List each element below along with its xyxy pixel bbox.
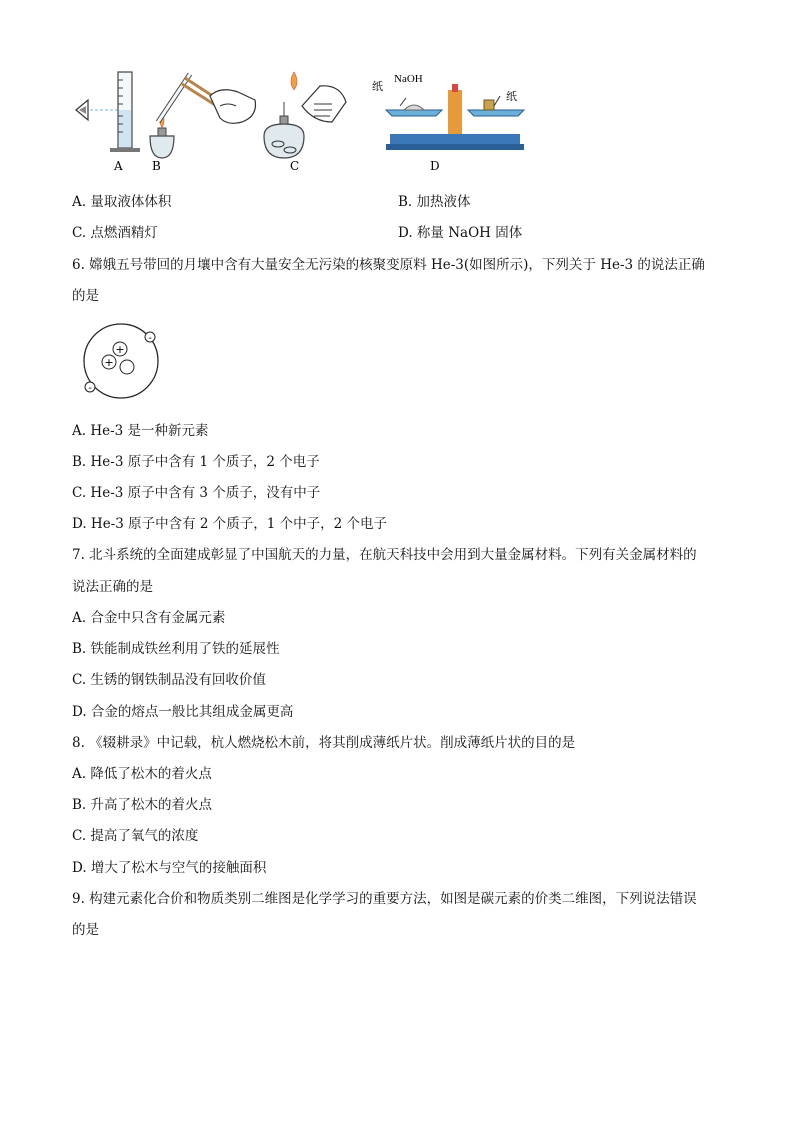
alcohol-lamp-icon	[264, 72, 346, 158]
proton-2-label: +	[104, 356, 114, 369]
q8-option-d: D. 增大了松木与空气的接触面积	[72, 860, 267, 876]
lab-apparatus-figure	[70, 66, 530, 176]
q6-stem-line1: 6. 嫦娥五号带回的月壤中含有大量安全无污染的核聚变原料 He-3(如图所示)，下列关于 He-3 的说法正确	[72, 257, 705, 273]
q7-option-a: A. 合金中只含有金属元素	[72, 610, 226, 626]
he3-atom-diagram	[78, 321, 168, 401]
q9-stem-line1: 9. 构建元素化合价和物质类别二维图是化学学习的重要方法，如图是碳元素的价类二维图，下列说法错误	[72, 891, 697, 907]
q7-option-d: D. 合金的熔点一般比其组成金属更高	[72, 704, 294, 720]
neutron	[120, 360, 134, 374]
q7-stem-line2: 说法正确的是	[72, 579, 153, 595]
q9-stem-line2: 的是	[72, 922, 99, 938]
figure-label-b: B	[152, 159, 161, 173]
balance-right-paper-label: 纸	[506, 90, 517, 103]
q6-option-c: C. He-3 原子中含有 3 个质子，没有中子	[72, 485, 321, 501]
q6-option-a: A. He-3 是一种新元素	[72, 423, 209, 439]
q5-option-a: A. 量取液体体积	[72, 194, 172, 210]
balance-scale-icon	[372, 73, 524, 150]
q8-stem: 8. 《辍耕录》中记载，杭人燃烧松木前，将其削成薄纸片状。削成薄纸片状的目的是	[72, 735, 576, 751]
q6-stem-line2: 的是	[72, 288, 99, 304]
electron-2-label: -	[88, 383, 92, 394]
q5-option-b: B. 加热液体	[398, 194, 471, 210]
electron-1-label: -	[148, 333, 152, 344]
q7-option-c: C. 生锈的钢铁制品没有回收价值	[72, 672, 266, 688]
q7-option-b: B. 铁能制成铁丝利用了铁的延展性	[72, 641, 280, 657]
q5-option-d: D. 称量 NaOH 固体	[398, 225, 523, 241]
q7-stem-line1: 7. 北斗系统的全面建成彰显了中国航天的力量，在航天科技中会用到大量金属材料。下列有关金属材料的	[72, 547, 697, 563]
figure-label-a: A	[114, 159, 123, 173]
figure-label-c: C	[290, 159, 300, 173]
q8-option-c: C. 提高了氧气的浓度	[72, 828, 199, 844]
balance-left-paper-label: 纸	[372, 80, 383, 93]
q8-option-a: A. 降低了松木的着火点	[72, 766, 212, 782]
q5-option-c: C. 点燃酒精灯	[72, 225, 158, 241]
q6-option-b: B. He-3 原子中含有 1 个质子，2 个电子	[72, 454, 320, 470]
proton-1-label: +	[115, 343, 125, 356]
balance-naoh-label: NaOH	[394, 73, 423, 85]
q8-option-b: B. 升高了松木的着火点	[72, 797, 213, 813]
eye-icon	[76, 100, 88, 120]
test-tube-heating-icon	[150, 74, 255, 158]
graduated-cylinder-icon	[110, 72, 140, 152]
q6-option-d: D. He-3 原子中含有 2 个质子，1 个中子，2 个电子	[72, 516, 388, 532]
figure-label-d: D	[430, 159, 440, 173]
